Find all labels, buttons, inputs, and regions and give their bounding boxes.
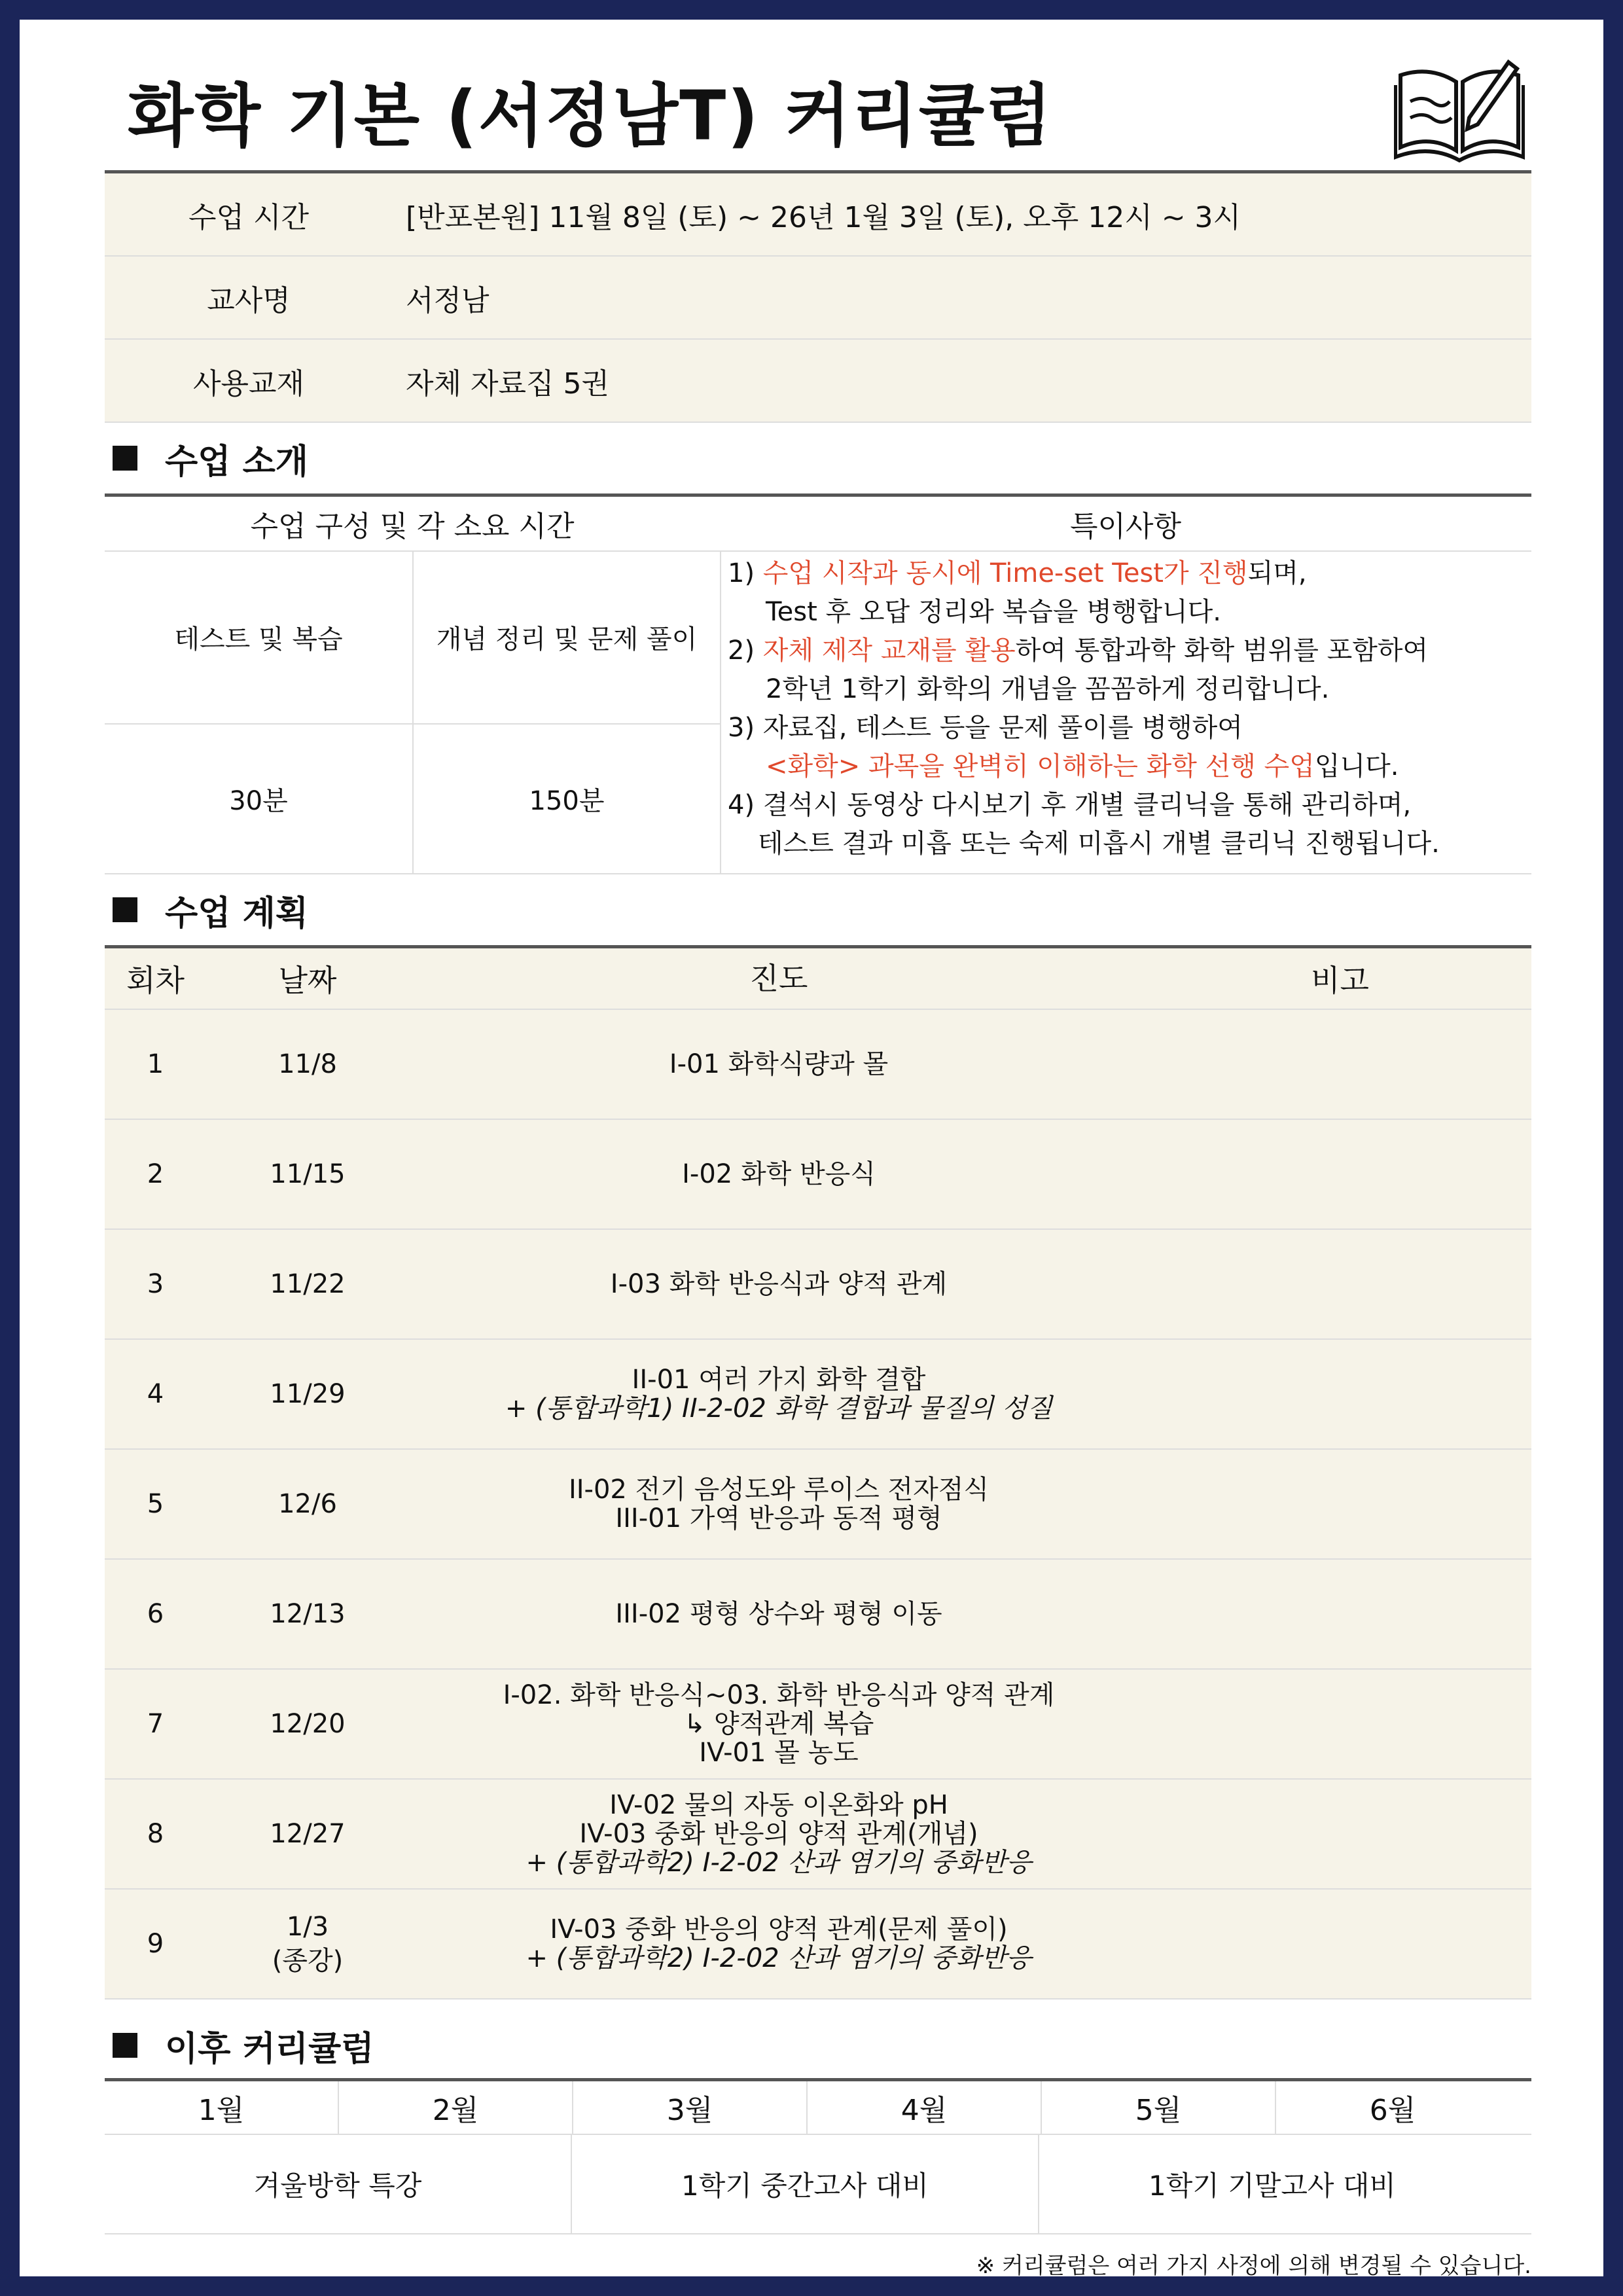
table-row [105,1890,1531,2000]
progress-line: I-02 화학 반응식 [682,1159,876,1189]
note-1 [728,554,1531,593]
table-row [105,1780,1531,1890]
info-label: 사용교재 [192,367,304,401]
header-progress: 진도 [749,961,808,996]
info-value: [반포본원] 11월 8일 (토) ~ 26년 1월 3일 (토), 오후 12시 ~ 3시 [406,200,1241,234]
progress-line: IV-01 몰 농도 [699,1738,859,1768]
note-4: 4) 결석시 동영상 다시보기 후 개별 클리닉을 통해 관리하며, [728,790,1412,820]
notes-header: 특이사항 [720,497,1531,552]
note-4-line-2: 테스트 결과 미흡 또는 숙제 미흡시 개별 클리닉 진행됩니다. [758,829,1440,859]
progress-line: I-03 화학 반응식과 양적 관계 [610,1269,948,1299]
session-progress [409,1050,1149,1079]
progress-line: III-01 가역 반응과 동적 평형 [615,1503,942,1534]
progress-line: IV-03 중화 반응의 양적 관계(문제 풀이) [550,1914,1008,1945]
session-date: 12/6 [278,1489,337,1519]
note-3: 3) 자료집, 테스트 등을 문제 풀이를 병행하여 [728,713,1243,743]
square-bullet-icon [113,897,137,922]
progress-line: IV-03 중화 반응의 양적 관계(개념) [579,1819,978,1849]
session-date: 12/20 [270,1709,346,1739]
progress-line: I-02. 화학 반응식~03. 화학 반응식과 양적 관계 [503,1680,1055,1710]
info-row-textbook [105,340,1531,423]
time-cell-2: 150분 [412,725,720,873]
table-row [105,1560,1531,1670]
month-cell: 3월 [572,2081,806,2134]
info-label: 수업 시간 [188,200,309,234]
term-cell: 겨울방학 특강 [253,2170,422,2202]
table-row [105,1010,1531,1120]
progress-line: IV-02 물의 자동 이온화와 pH [609,1790,948,1820]
month-cell: 1월 [198,2094,245,2127]
square-bullet-icon [113,2033,137,2058]
time-cell-1: 30분 [229,786,288,816]
session-progress [409,1600,1149,1628]
note-highlight: 자체 제작 교재를 활용 [762,636,1016,666]
session-date: 11/22 [270,1269,346,1299]
session-progress [409,1791,1149,1877]
note-2-line-2: 2학년 1학기 화학의 개념을 꼼꼼하게 정리합니다. [766,674,1330,704]
session-number: 9 [147,1929,164,1959]
session-date: 11/29 [270,1379,346,1409]
test-review-cell: 테스트 및 복습 [105,550,412,725]
notes-cell [720,550,1531,873]
progress-line: ↳ 양적관계 복습 [683,1709,874,1739]
note-1-line-2: Test 후 오답 정리와 복습을 병행합니다. [766,597,1222,627]
session-date: 12/13 [270,1599,346,1629]
month-row [105,2081,1531,2135]
note-text: 입니다. [1314,751,1399,781]
info-value: 서정남 [406,283,490,317]
progress-line: II-01 여러 가지 화학 결합 [632,1365,926,1395]
plan-table-header [105,948,1531,1010]
info-row-teacher [105,257,1531,340]
session-number: 6 [147,1599,164,1629]
month-cell: 5월 [1041,2081,1275,2134]
table-row [105,1340,1531,1450]
progress-extra-line: + (통합과학2) I-2-02 산과 염기의 중화반응 [526,1848,1032,1878]
session-progress [409,1681,1149,1767]
session-number: 4 [147,1379,164,1409]
note-prefix: 1) [728,558,763,588]
content [105,20,1531,2280]
header-note: 비고 [1311,963,1369,998]
progress-line: II-02 전기 음성도와 루이스 전자점식 [568,1475,990,1505]
square-bullet-icon [113,446,137,471]
header [105,20,1531,170]
note-2 [728,632,1531,670]
session-number: 1 [147,1049,164,1079]
section-title: 수업 소개 [165,442,309,482]
session-progress [409,1915,1149,1973]
session-number: 3 [147,1269,164,1299]
term-cell: 1학기 기말고사 대비 [1038,2135,1505,2233]
note-highlight: <화학> 과목을 완벽히 이해하는 화학 선행 수업 [766,751,1315,781]
session-progress [409,1365,1149,1423]
footnote: ※ 커리큘럼은 여러 가지 사정에 의해 변경될 수 있습니다. [976,2253,1531,2279]
term-cell: 1학기 중간고사 대비 [571,2135,1038,2233]
concept-practice-cell: 개념 정리 및 문제 풀이 [412,550,720,725]
date-line-2: (종강) [272,1946,344,1976]
note-highlight: 수업 시작과 동시에 Time-set Test가 진행 [762,558,1248,588]
progress-line: III-02 평형 상수와 평형 이동 [615,1599,942,1629]
table-row [105,1670,1531,1780]
header-date: 날짜 [278,963,337,998]
page-title: 화학 기본 (서정남T) 커리큘럼 [128,76,1053,156]
header-no: 회차 [126,963,185,998]
section-heading-intro [105,423,1531,493]
session-progress [409,1270,1149,1299]
section-title: 이후 커리큘럼 [165,2029,374,2069]
month-cell: 4월 [806,2081,1041,2134]
section-title: 수업 계획 [165,893,309,933]
term-row [105,2135,1531,2234]
section-heading-plan [105,874,1531,945]
progress-line: I-01 화학식량과 몰 [669,1049,889,1079]
session-date: 11/15 [270,1159,346,1189]
session-number: 8 [147,1819,164,1849]
progress-extra-line: + (통합과학2) I-2-02 산과 염기의 중화반응 [526,1943,1032,1973]
session-date: 12/27 [270,1819,346,1849]
open-book-pen-icon [1394,49,1525,167]
info-value: 자체 자료집 5권 [406,367,609,401]
table-row [105,1120,1531,1230]
info-label: 교사명 [207,283,291,317]
note-text: 되며, [1247,558,1307,588]
intro-table [105,497,1531,874]
session-number: 5 [147,1489,164,1519]
curriculum-page [20,20,1603,2279]
note-text: 하여 통합과학 화학 범위를 포함하여 [1015,636,1429,666]
session-progress [409,1475,1149,1533]
session-number: 2 [147,1159,164,1189]
session-progress [409,1160,1149,1189]
composition-header: 수업 구성 및 각 소요 시간 [105,497,720,552]
session-date [206,1910,409,1978]
month-cell: 2월 [338,2081,572,2134]
month-cell: 6월 [1275,2081,1509,2134]
info-row-time [105,173,1531,257]
session-date: 11/8 [278,1049,337,1079]
date-line: 1/3 [286,1912,329,1942]
session-number: 7 [147,1709,164,1739]
table-row [105,1230,1531,1340]
table-row [105,1450,1531,1560]
progress-extra-line: + (통합과학1) II-2-02 화학 결합과 물질의 성질 [505,1393,1053,1424]
note-prefix: 2) [728,636,763,666]
section-heading-after [105,2013,1531,2078]
note-3-line-2 [728,747,1531,786]
